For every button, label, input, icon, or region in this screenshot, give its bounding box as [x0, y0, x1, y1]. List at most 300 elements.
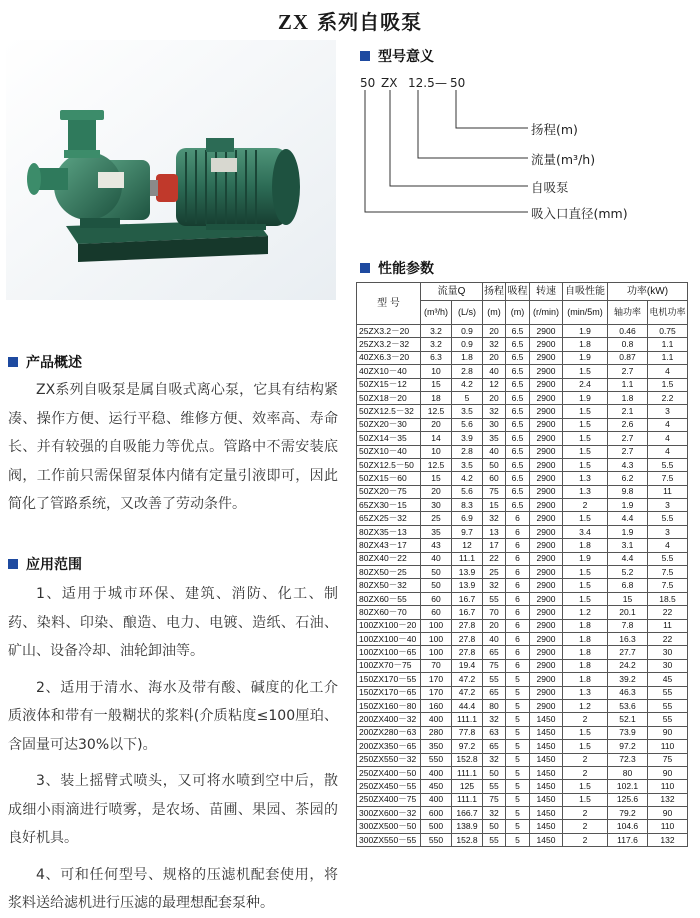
- value-cell: 6: [506, 512, 530, 525]
- value-cell: 40: [483, 445, 506, 458]
- value-cell: 20: [483, 391, 506, 404]
- value-cell: 2900: [530, 539, 563, 552]
- col-head-unit: (m): [483, 301, 506, 325]
- model-cell: 80ZX43－17: [357, 539, 421, 552]
- value-cell: 4.2: [452, 378, 483, 391]
- label-diameter: 吸入口直径(mm): [531, 206, 628, 221]
- table-row: [357, 606, 688, 619]
- value-cell: 280: [421, 726, 452, 739]
- section-square-icon: [8, 559, 18, 569]
- value-cell: 2900: [530, 659, 563, 672]
- value-cell: 170: [421, 686, 452, 699]
- table-row: [357, 338, 688, 351]
- value-cell: 65: [483, 646, 506, 659]
- value-cell: 2: [563, 807, 608, 820]
- col-sp-unit: (min/5m): [563, 301, 608, 325]
- value-cell: 1.5: [563, 418, 608, 431]
- table-row: [357, 445, 688, 458]
- model-cell: 80ZX60－55: [357, 592, 421, 605]
- value-cell: 55: [483, 592, 506, 605]
- value-cell: 2.1: [608, 405, 648, 418]
- value-cell: 16.7: [452, 606, 483, 619]
- value-cell: 39.2: [608, 673, 648, 686]
- value-cell: 30: [648, 646, 688, 659]
- value-cell: 2900: [530, 418, 563, 431]
- value-cell: 13: [483, 525, 506, 538]
- value-cell: 2.2: [648, 391, 688, 404]
- value-cell: 2900: [530, 499, 563, 512]
- value-cell: 1450: [530, 753, 563, 766]
- value-cell: 1.3: [563, 485, 608, 498]
- value-cell: 400: [421, 793, 452, 806]
- value-cell: 6.5: [506, 338, 530, 351]
- model-cell: 150ZX170－65: [357, 686, 421, 699]
- model-cell: 100ZX100－40: [357, 632, 421, 645]
- value-cell: 2900: [530, 632, 563, 645]
- value-cell: 32: [483, 713, 506, 726]
- value-cell: 2900: [530, 699, 563, 712]
- model-meaning-heading: 型号意义: [360, 46, 434, 66]
- model-cell: 50ZX10－40: [357, 445, 421, 458]
- value-cell: 1.1: [648, 338, 688, 351]
- model-cell: 50ZX12.5－32: [357, 405, 421, 418]
- col-suction: 吸程: [506, 283, 530, 301]
- value-cell: 6.5: [506, 472, 530, 485]
- value-cell: 90: [648, 766, 688, 779]
- value-cell: 75: [483, 485, 506, 498]
- value-cell: 70: [421, 659, 452, 672]
- value-cell: 2: [563, 766, 608, 779]
- value-cell: 4.4: [608, 512, 648, 525]
- value-cell: 0.9: [452, 325, 483, 338]
- table-row: [357, 525, 688, 538]
- value-cell: 6: [506, 579, 530, 592]
- table-row: [357, 766, 688, 779]
- value-cell: 2900: [530, 378, 563, 391]
- value-cell: 1.8: [563, 659, 608, 672]
- value-cell: 1450: [530, 740, 563, 753]
- value-cell: 1.8: [563, 539, 608, 552]
- value-cell: 3.5: [452, 458, 483, 471]
- value-cell: 15: [608, 592, 648, 605]
- section-square-icon: [360, 263, 370, 273]
- value-cell: 20.1: [608, 606, 648, 619]
- col-flow-ls: (L/s): [452, 301, 483, 325]
- value-cell: 5: [506, 713, 530, 726]
- value-cell: 47.2: [452, 686, 483, 699]
- col-selfpriming: 自吸性能: [563, 283, 608, 301]
- value-cell: 6.5: [506, 418, 530, 431]
- value-cell: 2: [563, 753, 608, 766]
- value-cell: 6: [506, 606, 530, 619]
- model-cell: 150ZX170－55: [357, 673, 421, 686]
- value-cell: 20: [421, 418, 452, 431]
- title-cn: 系列自吸泵: [317, 10, 423, 34]
- value-cell: 2900: [530, 673, 563, 686]
- code-dash: —: [435, 76, 447, 90]
- value-cell: 138.9: [452, 820, 483, 833]
- value-cell: 1.1: [608, 378, 648, 391]
- value-cell: 3: [648, 525, 688, 538]
- value-cell: 46.3: [608, 686, 648, 699]
- model-cell: 80ZX40－22: [357, 552, 421, 565]
- value-cell: 6: [506, 646, 530, 659]
- value-cell: 550: [421, 753, 452, 766]
- table-row: [357, 378, 688, 391]
- section-square-icon: [8, 357, 18, 367]
- value-cell: 4: [648, 539, 688, 552]
- col-head: 扬程: [483, 283, 506, 301]
- value-cell: 10: [421, 445, 452, 458]
- value-cell: 5.6: [452, 418, 483, 431]
- value-cell: 1.5: [563, 740, 608, 753]
- value-cell: 7.5: [648, 579, 688, 592]
- model-cell: 50ZX20－75: [357, 485, 421, 498]
- value-cell: 2900: [530, 365, 563, 378]
- value-cell: 1.1: [648, 351, 688, 364]
- value-cell: 1450: [530, 820, 563, 833]
- value-cell: 1.3: [563, 472, 608, 485]
- value-cell: 2900: [530, 351, 563, 364]
- value-cell: 27.7: [608, 646, 648, 659]
- value-cell: 63: [483, 726, 506, 739]
- table-row: [357, 592, 688, 605]
- value-cell: 4: [648, 418, 688, 431]
- table-row: [357, 833, 688, 846]
- value-cell: 600: [421, 807, 452, 820]
- value-cell: 5.6: [452, 485, 483, 498]
- value-cell: 32: [483, 579, 506, 592]
- value-cell: 4: [648, 432, 688, 445]
- value-cell: 50: [483, 820, 506, 833]
- value-cell: 20: [483, 325, 506, 338]
- value-cell: 0.46: [608, 325, 648, 338]
- value-cell: 5: [506, 766, 530, 779]
- value-cell: 32: [483, 753, 506, 766]
- value-cell: 2900: [530, 525, 563, 538]
- value-cell: 152.8: [452, 753, 483, 766]
- model-cell: 300ZX550－55: [357, 833, 421, 846]
- performance-rows: [357, 325, 688, 847]
- value-cell: 125: [452, 780, 483, 793]
- table-row: [357, 807, 688, 820]
- value-cell: 4.3: [608, 458, 648, 471]
- value-cell: 1.8: [563, 619, 608, 632]
- label-selfpriming: 自吸泵: [531, 180, 569, 195]
- value-cell: 5: [506, 780, 530, 793]
- table-row: [357, 351, 688, 364]
- value-cell: 27.8: [452, 619, 483, 632]
- model-cell: 300ZX500－50: [357, 820, 421, 833]
- value-cell: 20: [483, 619, 506, 632]
- value-cell: 1.5: [648, 378, 688, 391]
- value-cell: 6.5: [506, 405, 530, 418]
- value-cell: 79.2: [608, 807, 648, 820]
- value-cell: 1.8: [608, 391, 648, 404]
- value-cell: 22: [648, 606, 688, 619]
- overview-text-block: [8, 376, 338, 519]
- value-cell: 6.5: [506, 485, 530, 498]
- value-cell: 1.5: [563, 445, 608, 458]
- value-cell: 2900: [530, 512, 563, 525]
- value-cell: 2900: [530, 405, 563, 418]
- value-cell: 6: [506, 632, 530, 645]
- value-cell: 6.3: [421, 351, 452, 364]
- value-cell: 12.5: [421, 405, 452, 418]
- value-cell: 2: [563, 833, 608, 846]
- value-cell: 110: [648, 740, 688, 753]
- value-cell: 5.5: [648, 512, 688, 525]
- value-cell: 0.9: [452, 338, 483, 351]
- value-cell: 15: [421, 378, 452, 391]
- table-row: [357, 566, 688, 579]
- model-cell: 50ZX12.5－50: [357, 458, 421, 471]
- value-cell: 1.8: [563, 646, 608, 659]
- value-cell: 2.4: [563, 378, 608, 391]
- value-cell: 22: [483, 552, 506, 565]
- overview-heading: 产品概述: [8, 352, 82, 372]
- model-cell: 250ZX450－55: [357, 780, 421, 793]
- col-shaft: 轴功率: [608, 301, 648, 325]
- value-cell: 1.8: [563, 673, 608, 686]
- value-cell: 32: [483, 338, 506, 351]
- value-cell: 6: [506, 619, 530, 632]
- value-cell: 90: [648, 807, 688, 820]
- col-flow: 流量Q: [421, 283, 483, 301]
- value-cell: 10: [421, 365, 452, 378]
- model-cell: 80ZX50－32: [357, 579, 421, 592]
- value-cell: 9.8: [608, 485, 648, 498]
- value-cell: 132: [648, 793, 688, 806]
- value-cell: 40: [483, 632, 506, 645]
- col-model: 型 号: [357, 283, 421, 325]
- value-cell: 2900: [530, 485, 563, 498]
- value-cell: 18.5: [648, 592, 688, 605]
- value-cell: 2900: [530, 391, 563, 404]
- model-cell: 250ZX400－50: [357, 766, 421, 779]
- value-cell: 2: [563, 820, 608, 833]
- value-cell: 125.6: [608, 793, 648, 806]
- value-cell: 53.6: [608, 699, 648, 712]
- model-cell: 65ZX30－15: [357, 499, 421, 512]
- value-cell: 90: [648, 726, 688, 739]
- table-row: [357, 325, 688, 338]
- value-cell: 55: [648, 713, 688, 726]
- table-row: [357, 740, 688, 753]
- table-row: [357, 713, 688, 726]
- value-cell: 60: [421, 592, 452, 605]
- section-square-icon: [360, 51, 370, 61]
- model-cell: 40ZX10－40: [357, 365, 421, 378]
- code-head: 50: [450, 76, 466, 90]
- value-cell: 2.6: [608, 418, 648, 431]
- value-cell: 2: [563, 499, 608, 512]
- table-row: [357, 646, 688, 659]
- value-cell: 1.2: [563, 606, 608, 619]
- application-item: 2、适用于清水、海水及带有酸、碱度的化工介质液体和带有一般糊状的浆料(介质粘度≤100厘珀、含固量可达30%以下)。: [8, 679, 338, 753]
- value-cell: 6.5: [506, 378, 530, 391]
- value-cell: 1.8: [563, 632, 608, 645]
- col-speed-unit: (r/min): [530, 301, 563, 325]
- value-cell: 6.8: [608, 579, 648, 592]
- value-cell: 3: [648, 405, 688, 418]
- col-motor: 电机功率: [648, 301, 688, 325]
- table-row: [357, 793, 688, 806]
- value-cell: 16.7: [452, 592, 483, 605]
- value-cell: 1450: [530, 807, 563, 820]
- table-row: [357, 512, 688, 525]
- value-cell: 3.4: [563, 525, 608, 538]
- value-cell: 22: [648, 632, 688, 645]
- value-cell: 6.5: [506, 432, 530, 445]
- table-row: [357, 699, 688, 712]
- value-cell: 27.8: [452, 646, 483, 659]
- pump-image: [6, 40, 336, 300]
- value-cell: 5: [506, 740, 530, 753]
- code-lines: [360, 90, 550, 218]
- value-cell: 6: [506, 552, 530, 565]
- value-cell: 7.5: [648, 472, 688, 485]
- table-row: [357, 472, 688, 485]
- value-cell: 1.9: [563, 552, 608, 565]
- value-cell: 17: [483, 539, 506, 552]
- value-cell: 3.2: [421, 338, 452, 351]
- value-cell: 65: [483, 686, 506, 699]
- value-cell: 2900: [530, 432, 563, 445]
- model-cell: 65ZX25－32: [357, 512, 421, 525]
- value-cell: 2900: [530, 606, 563, 619]
- value-cell: 9.7: [452, 525, 483, 538]
- value-cell: 52.1: [608, 713, 648, 726]
- value-cell: 15: [483, 499, 506, 512]
- value-cell: 5: [506, 699, 530, 712]
- value-cell: 2900: [530, 566, 563, 579]
- value-cell: 100: [421, 619, 452, 632]
- value-cell: 5: [506, 753, 530, 766]
- table-row: [357, 485, 688, 498]
- table-row: [357, 539, 688, 552]
- value-cell: 97.2: [452, 740, 483, 753]
- code-flow: 12.5: [408, 76, 435, 90]
- value-cell: 97.2: [608, 740, 648, 753]
- value-cell: 100: [421, 646, 452, 659]
- model-cell: 40ZX6.3－20: [357, 351, 421, 364]
- value-cell: 110: [648, 820, 688, 833]
- value-cell: 2900: [530, 686, 563, 699]
- value-cell: 55: [648, 686, 688, 699]
- value-cell: 75: [483, 793, 506, 806]
- value-cell: 19.4: [452, 659, 483, 672]
- value-cell: 50: [483, 458, 506, 471]
- value-cell: 2.7: [608, 365, 648, 378]
- value-cell: 13.9: [452, 566, 483, 579]
- value-cell: 1.5: [563, 566, 608, 579]
- value-cell: 80: [608, 766, 648, 779]
- value-cell: 32: [483, 405, 506, 418]
- value-cell: 6.5: [506, 391, 530, 404]
- table-row: [357, 659, 688, 672]
- value-cell: 5: [506, 807, 530, 820]
- value-cell: 2.7: [608, 432, 648, 445]
- value-cell: 4: [648, 365, 688, 378]
- value-cell: 47.2: [452, 673, 483, 686]
- value-cell: 43: [421, 539, 452, 552]
- value-cell: 11: [648, 485, 688, 498]
- page-title: [0, 6, 700, 35]
- value-cell: 2900: [530, 552, 563, 565]
- value-cell: 111.1: [452, 766, 483, 779]
- value-cell: 5: [452, 391, 483, 404]
- table-row: [357, 418, 688, 431]
- value-cell: 55: [483, 673, 506, 686]
- applications-heading: 应用范围: [8, 554, 82, 574]
- value-cell: 30: [421, 499, 452, 512]
- value-cell: 4.2: [452, 472, 483, 485]
- value-cell: 12: [483, 378, 506, 391]
- value-cell: 2.8: [452, 365, 483, 378]
- table-row: [357, 579, 688, 592]
- value-cell: 1450: [530, 793, 563, 806]
- value-cell: 40: [421, 552, 452, 565]
- value-cell: 1.8: [452, 351, 483, 364]
- model-cell: 200ZX400－32: [357, 713, 421, 726]
- value-cell: 1450: [530, 833, 563, 846]
- value-cell: 350: [421, 740, 452, 753]
- value-cell: 500: [421, 820, 452, 833]
- value-cell: 15: [421, 472, 452, 485]
- value-cell: 12.5: [421, 458, 452, 471]
- table-row: [357, 365, 688, 378]
- value-cell: 5: [506, 686, 530, 699]
- value-cell: 30: [648, 659, 688, 672]
- value-cell: 6.5: [506, 458, 530, 471]
- value-cell: 1.5: [563, 579, 608, 592]
- model-cell: 25ZX3.2－20: [357, 325, 421, 338]
- value-cell: 60: [421, 606, 452, 619]
- application-item: 4、可和任何型号、规格的压滤机配套使用，将浆料送给滤机进行压滤的最理想配套泵种。: [8, 866, 338, 911]
- application-item: 3、装上摇臂式喷头，又可将水喷到空中后，散成细小雨滴进行喷雾，是农场、苗圃、果园、茶园的良好机具。: [8, 773, 338, 846]
- value-cell: 100: [421, 632, 452, 645]
- value-cell: 400: [421, 713, 452, 726]
- model-cell: 250ZX550－32: [357, 753, 421, 766]
- value-cell: 102.1: [608, 780, 648, 793]
- value-cell: 400: [421, 766, 452, 779]
- value-cell: 50: [483, 766, 506, 779]
- value-cell: 2900: [530, 646, 563, 659]
- value-cell: 45: [648, 673, 688, 686]
- value-cell: 7.8: [608, 619, 648, 632]
- value-cell: 2900: [530, 579, 563, 592]
- value-cell: 50: [421, 579, 452, 592]
- value-cell: 2900: [530, 325, 563, 338]
- title-latin: ZX: [277, 10, 310, 34]
- model-cell: 50ZX18－20: [357, 391, 421, 404]
- value-cell: 72.3: [608, 753, 648, 766]
- model-cell: 100ZX100－20: [357, 619, 421, 632]
- value-cell: 6.5: [506, 351, 530, 364]
- model-cell: 25ZX3.2－32: [357, 338, 421, 351]
- value-cell: 3.1: [608, 539, 648, 552]
- value-cell: 16.3: [608, 632, 648, 645]
- value-cell: 0.75: [648, 325, 688, 338]
- value-cell: 32: [483, 807, 506, 820]
- value-cell: 2.7: [608, 445, 648, 458]
- value-cell: 132: [648, 833, 688, 846]
- value-cell: 18: [421, 391, 452, 404]
- col-suction-unit: (m): [506, 301, 530, 325]
- application-item: 1、适用于城市环保、建筑、消防、化工、制药、染料、印染、酿造、电力、电镀、造纸、石油、矿山、设备冷却、油轮卸油等。: [8, 586, 338, 659]
- performance-table: [356, 282, 688, 847]
